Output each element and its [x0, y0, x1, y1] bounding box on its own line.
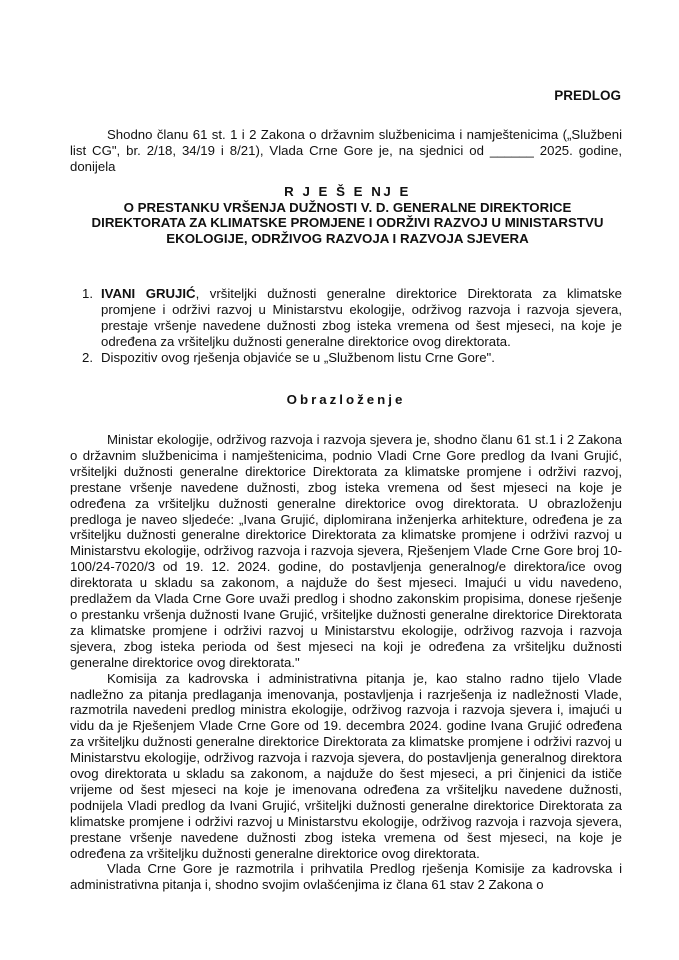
title-line-2: DIREKTORATA ZA KLIMATSKE PROMJENE I ODRŽIVI RAZVOJ U MINISTARSTVU	[91, 215, 604, 231]
document-label: PREDLOG	[554, 88, 621, 103]
reasoning-body	[70, 432, 622, 893]
decision-items	[70, 286, 622, 366]
decision-item	[70, 286, 622, 350]
item-number: 1.	[82, 286, 93, 301]
item-text: , vršiteljki dužnosti generalne direktorice Direktorata za klimatske promjene i održivi razvoj u Ministarstvu ekologije, održivog razvoja i razvoja sjevera, prestaje vršenje navedene dužnosti zbog isteka vremena od šest mjeseci, na koje je određena za vršiteljku dužnosti generalne direktorice ovog direktorata.	[101, 286, 622, 349]
intro-paragraph: Shodno članu 61 st. 1 i 2 Zakona o državnim službenicima i namještenicima („Službeni list CG", br. 2/18, 34/19 i 8/21), Vlada Crne Gore je, na sjednici od ______ 2025. godine, donijela	[70, 127, 622, 174]
item-text: Dispozitiv ovog rješenja objaviće se u „Službenom listu Crne Gore".	[101, 349, 495, 365]
item-number: 2.	[82, 349, 93, 365]
item-name-bold: IVANI GRUJIĆ	[101, 286, 196, 301]
title-heading: R J E Š E NJ E	[284, 184, 411, 199]
title-line-3: EKOLOGIJE, ODRŽIVOG RAZVOJA I RAZVOJA SJEVERA	[166, 230, 529, 246]
reasoning-paragraph: Komisija za kadrovska i administrativna pitanja je, kao stalno radno tijelo Vlade nadležno za pitanja predlaganja imenovanja, postavljenja i razrješenja iz nadležnosti Vlade, razmotrila navedeni predlog ministra ekologije, održivog razvoja i razvoja sjevera i, imajući u vidu da je Rješenjem Vlade Crne Gore od 19. decembra 2024. godine Ivana Grujić određena za vršiteljku dužnosti generalne direktorice Direktorata za klimatske promjene i održivi razvoj u Ministarstvu ekologije, održivog razvoja i razvoja sjevera, do postavljenja generalnog direktora ovog direktorata u skladu sa zakonom, a najduže do šest mjeseci, a pri činjenici da ističe vrijeme od šest mjeseci na koje je imenovana određena za vršiteljku navedene dužnosti, podnijela Vladi predlog da Ivani Grujić, vršiteljki dužnosti generalne direktorice Direktorata za klimatske promjene i održivi razvoj u Ministarstvu ekologije, održivog razvoja i razvoja sjevera, prestane vršenje navedene dužnosti zbog isteka vremena od šest mjeseci, na koje je određena za vršiteljku dužnosti generalne direktorice ovog direktorata.	[70, 670, 622, 861]
reasoning-paragraph: Vlada Crne Gore je razmotrila i prihvatila Predlog rješenja Komisije za kadrovska i administrativna pitanja i, shodno svojim ovlašćenjima iz člana 61 stav 2 Zakona o	[70, 861, 622, 893]
decision-item	[70, 350, 622, 366]
reasoning-paragraph: Ministar ekologije, održivog razvoja i razvoja sjevera je, shodno članu 61 st.1 i 2 Zakona o državnim službenicima i namještenicima, podnio Vladi Crne Gore predlog da Ivani Grujić, vršiteljki dužnosti generalne direktorice Direktorata za klimatske promjene i održivi razvoj, prestane vršenje navedene dužnosti, zbog isteka vremena od šest mjeseci na koje je određena za vršiteljku dužnosti generalne direktorice ovog direktorata. U obrazloženju predloga je naveo sljedeće: „Ivana Grujić, diplomirana inženjerka arhitekture, određena je za vršiteljku dužnosti generalne direktorice Direktorata za klimatske promjene i održivi razvoj u Ministarstvu ekologije, održivog razvoja i razvoja sjevera, Rješenjem Vlade Crne Gore broj 10-100/24-7020/3 od 19. 12. 2024. godine, do postavljenja generalnog/e direktora/ice ovog direktorata u skladu sa zakonom, a najduže do šest mjeseci. Imajući u vidu navedeno, predlažem da Vlada Crne Gore uvaži predlog i shodno zakonskim propisima, donese rješenje o prestanku vršenja dužnosti Ivane Grujić, vršiteljke dužnosti generalne direktorice Direktorata za klimatske promjene i održivi razvoj u Ministarstvu ekologije, održivog razvoja i razvoja sjevera, zbog isteka perioda od šest mjeseci na koji je određena za vršiteljku dužnosti generalne direktorice ovog direktorata."	[70, 432, 622, 670]
document-title	[60, 184, 635, 246]
reasoning-heading: Obrazloženje	[286, 392, 406, 407]
title-line-1: O PRESTANKU VRŠENJA DUŽNOSTI V. D. GENERALNE DIREKTORICE	[123, 199, 572, 215]
